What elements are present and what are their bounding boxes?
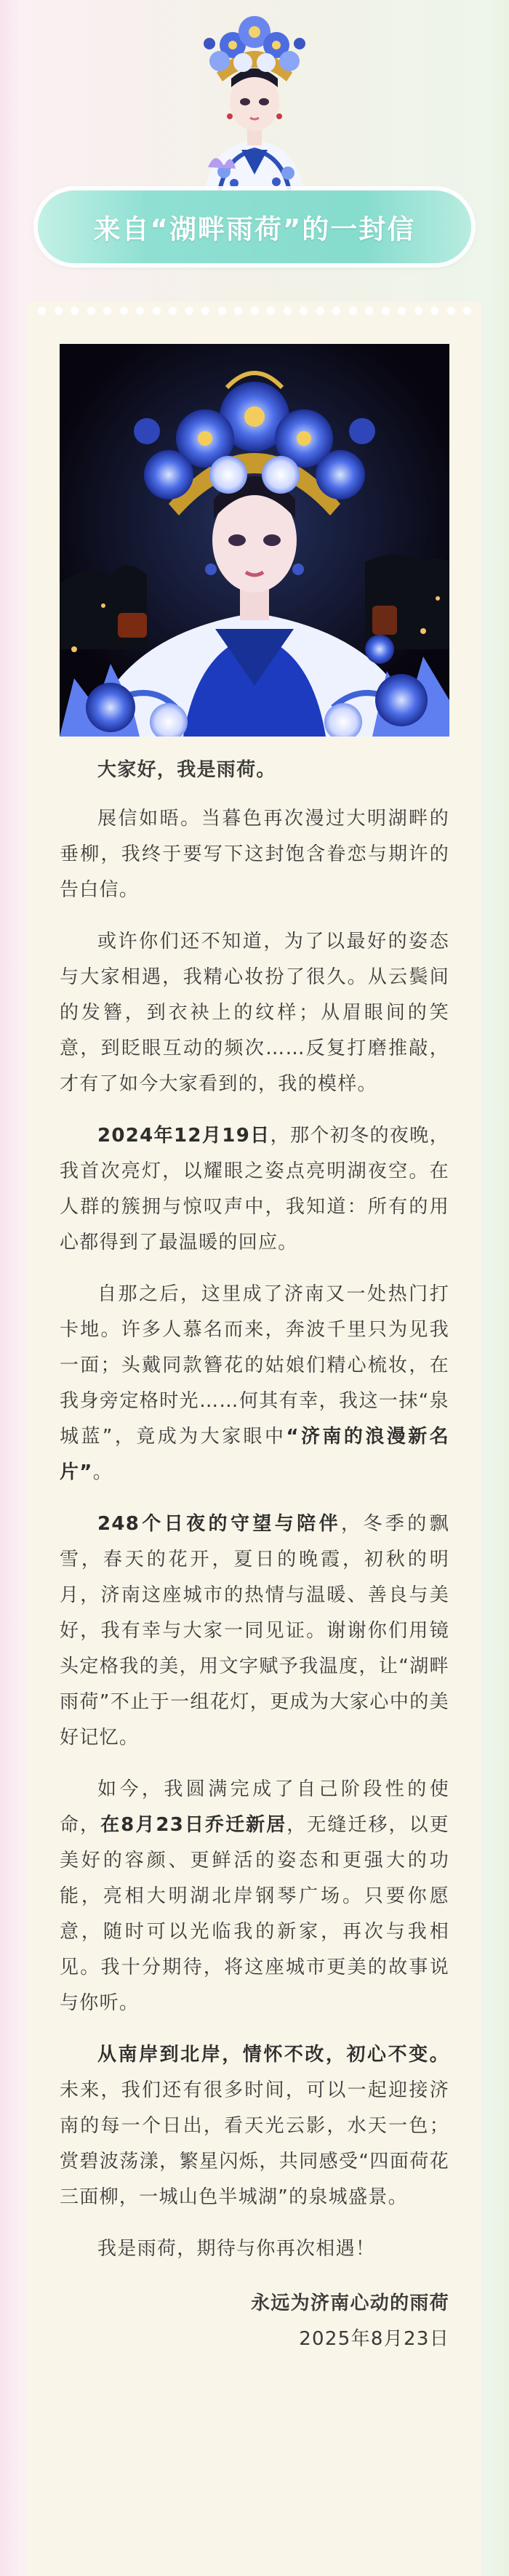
letter-body: [60, 742, 449, 2357]
decorative-dots: [28, 302, 481, 319]
letter-paragraph-2: 或许你们还不知道，为了以最好的姿态与大家相遇，我精心妆扮了很久。从云鬓间的发簪，到衣袂上的纹样；从眉眼间的笑意，到眨眼互动的频次……反复打磨推敲，才有了如今大家看到的，我的模样。: [60, 931, 449, 1095]
move-date-highlight: 在8月23日乔迁新居: [100, 1814, 287, 1836]
letter-date: 2025年8月23日: [299, 2328, 449, 2350]
date-highlight: 2024年12月19日: [97, 1125, 270, 1147]
title-banner: [38, 190, 471, 263]
lantern-lady-icon: [191, 0, 318, 190]
letter-paragraph-3: 2024年12月19日，那个初冬的夜晚，我首次亮灯，以耀眼之姿点亮明湖夜空。在人群的簇拥与惊叹声中，我知道：所有的用心都得到了最温暖的回应。: [60, 1125, 450, 1253]
letter-greeting: 大家好，我是雨荷。: [97, 759, 276, 781]
letter-paragraph-5: 248个日夜的守望与陪伴，冬季的飘雪，春天的花开，夏日的晚霞，初秋的明月，济南这座城市的热情与温暖、善良与美好，我有幸与大家一同见证。谢谢你们用镜头定格我的美，用文字赋予我温度，让“湖畔雨荷”不止于一组花灯，更成为大家心中的美好记忆。: [60, 1513, 449, 1749]
letter-paragraph-8: 我是雨荷，期待与你再次相遇！: [97, 2238, 376, 2260]
motto-highlight: 从南岸到北岸，情怀不改，初心不变。: [97, 2044, 449, 2066]
days-highlight: 248个日夜的守望与陪伴: [97, 1513, 342, 1535]
business-card-highlight: “济南的浪漫新名片”: [60, 1426, 449, 1483]
lantern-photo: [60, 344, 449, 737]
letter-paragraph-7: 从南岸到北岸，情怀不改，初心不变。未来，我们还有很多时间，可以一起迎接济南的每一个日出，看天光云影，水天一色；赏碧波荡漾，繁星闪烁，共同感受“四面荷花三面柳，一城山色半城湖”的泉城盛景。: [60, 2044, 449, 2208]
letter-paragraph-6: 如今，我圆满完成了自己阶段性的使命，在8月23日乔迁新居，无缝迁移，以更美好的容颜、更鲜活的姿态和更强大的功能，亮相大明湖北岸钢琴广场。只要你愿意，随时可以光临我的新家，再次与我相见。我十分期待，将这座城市更美的故事说与你听。: [60, 1778, 449, 2014]
letter-card: [28, 302, 481, 2576]
page-title: 来自“湖畔雨荷”的一封信: [93, 214, 416, 245]
letter-paragraph-1: 展信如晤。当暮色再次漫过大明湖畔的垂柳，我终于要写下这封饱含眷恋与期许的告白信。: [60, 808, 449, 901]
signature: 永远为济南心动的雨荷: [250, 2292, 449, 2314]
letter-paragraph-4: 自那之后，这里成了济南又一处热门打卡地。许多人慕名而来，奔波千里只为见我一面；头戴同款簪花的姑娘们精心梳妆，在我身旁定格时光……何其有幸，我这一抹“泉城蓝”，竟成为大家眼中“济南的浪漫新名片”。: [60, 1283, 449, 1483]
